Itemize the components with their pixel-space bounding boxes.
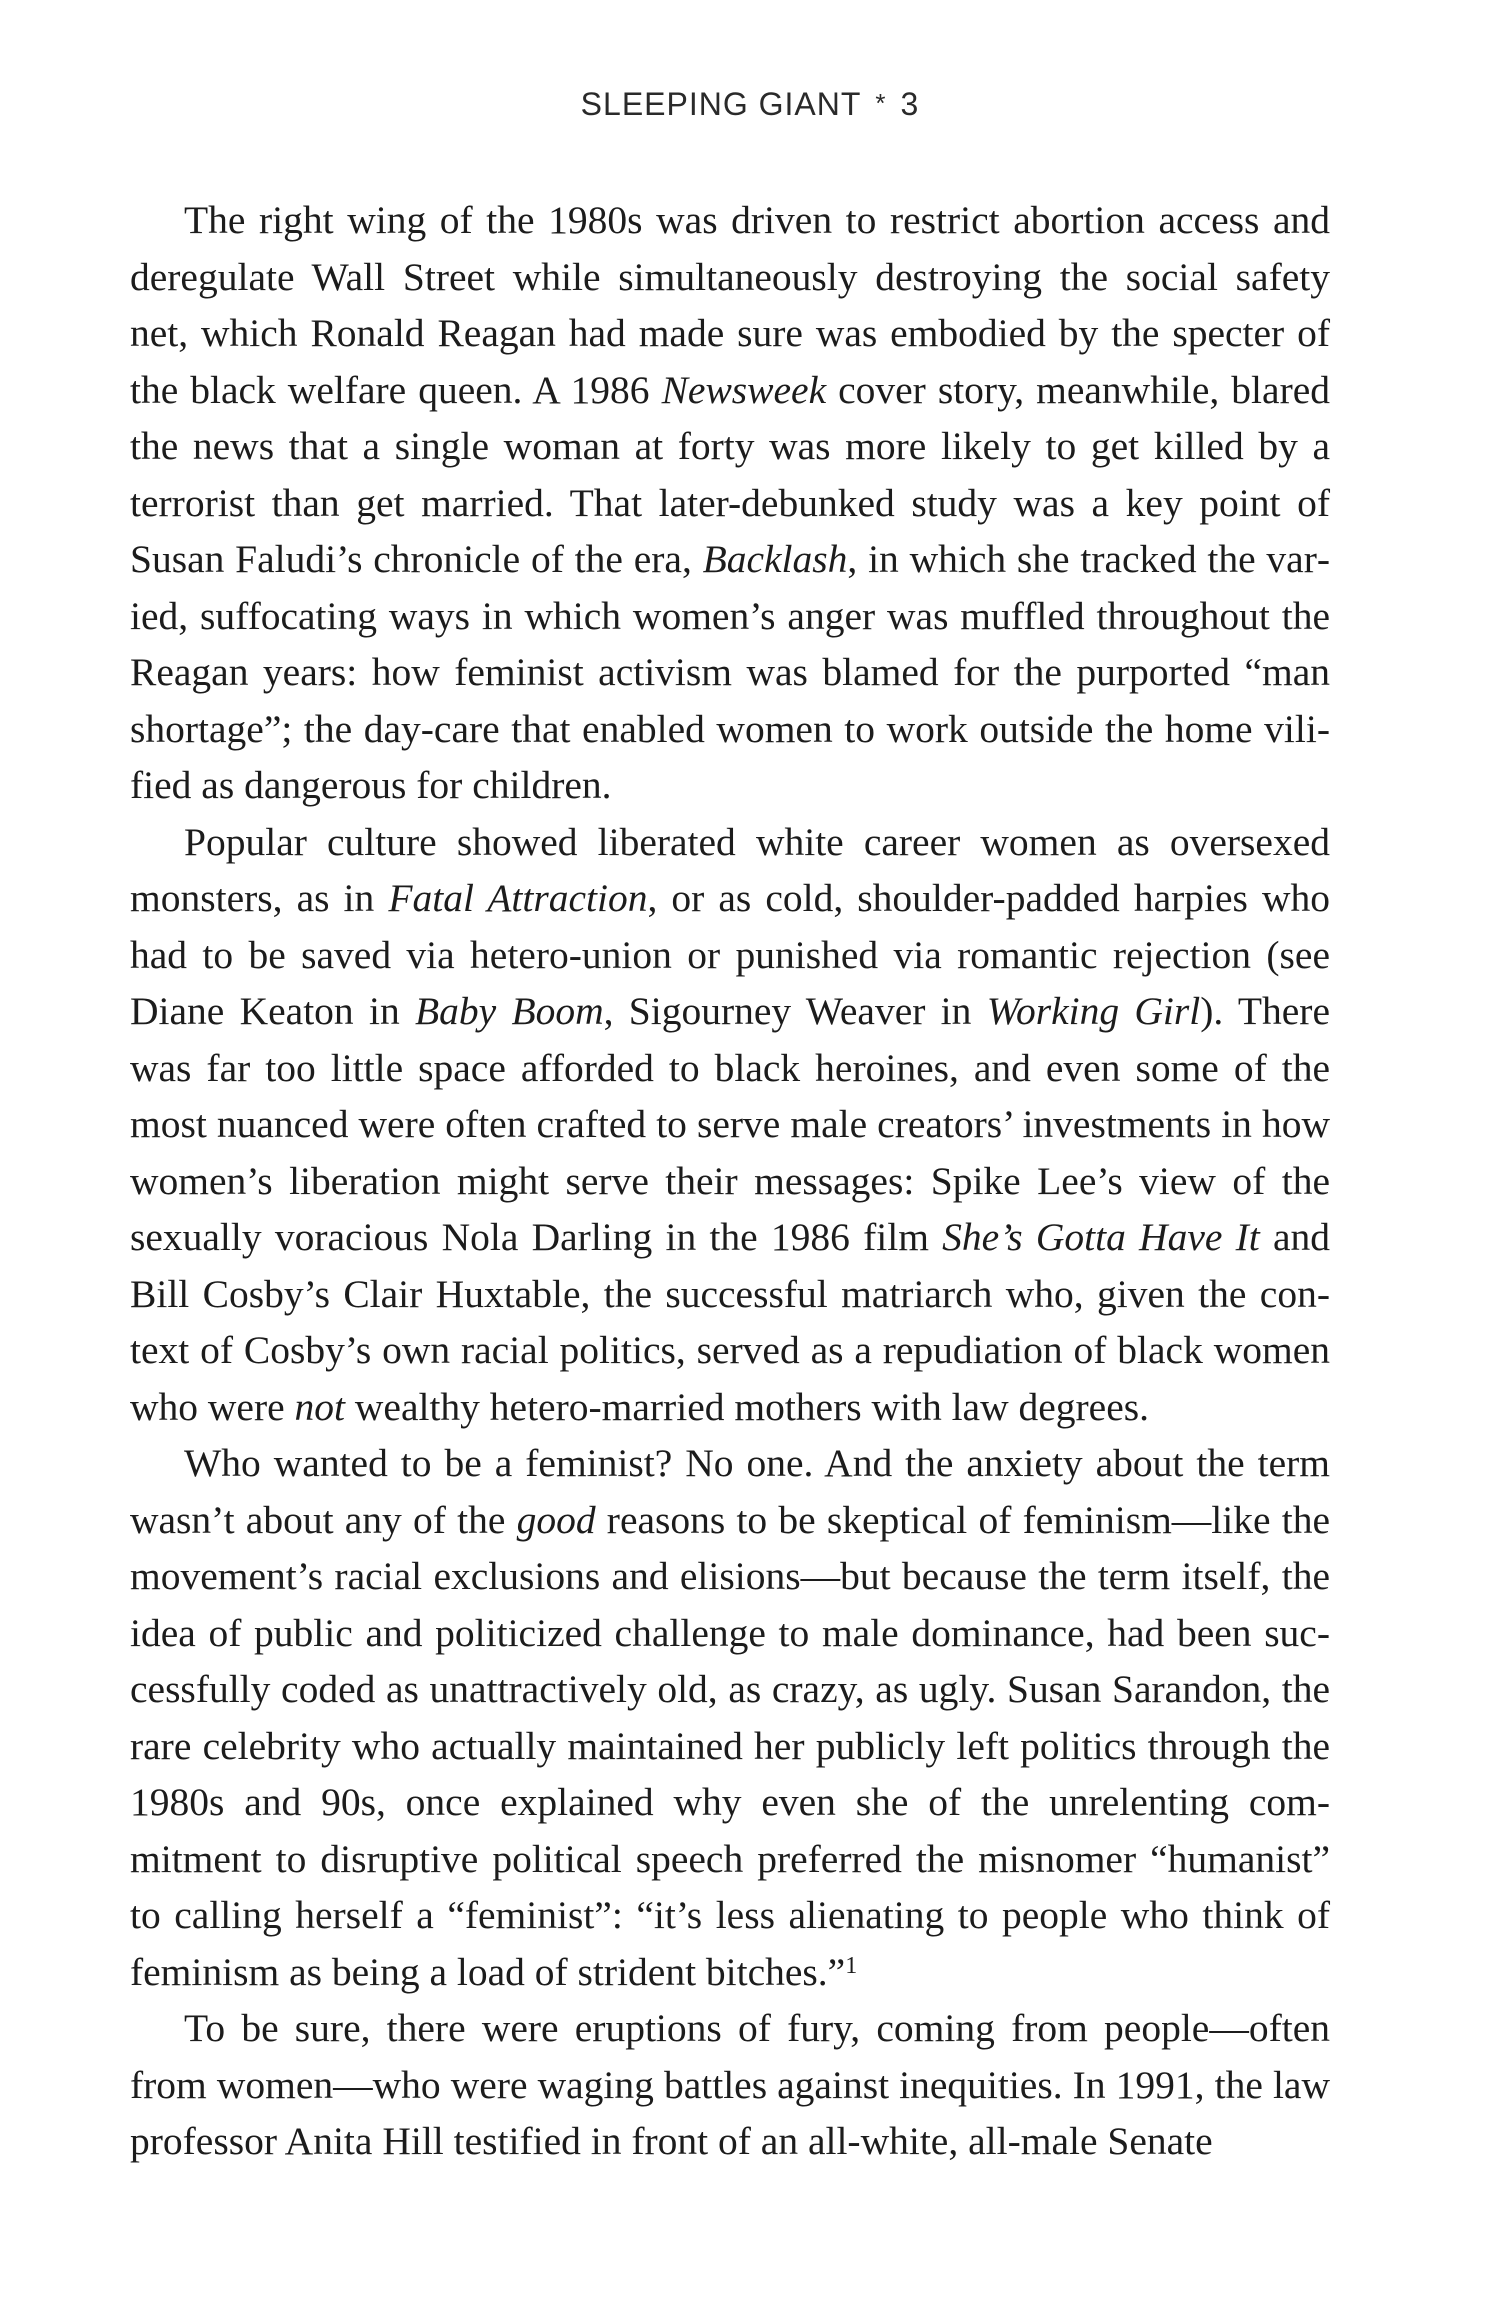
- italic-title: not: [294, 1384, 346, 1429]
- paragraph: [130, 192, 1330, 814]
- page-number: 3: [900, 86, 920, 122]
- text-run: To be sure, there were eruptions of fury, coming from people—often from women—who were waging battles against inequities. In 1991, the law professor Anita Hill testified in front of an all-white, all-male Senate: [130, 2006, 1330, 2163]
- italic-title: Fatal Attraction: [388, 876, 648, 920]
- text-run: The right wing of the 1980s was driven to restrict abortion access and deregulate Wall Street while simultaneously destroying the social safety net, which Ronald Reagan had made sure was embodied by the specter of the black welfare queen. A 1986: [130, 198, 1330, 412]
- separator-star: *: [875, 88, 887, 118]
- italic-title: good: [516, 1497, 596, 1542]
- italic-title: Backlash: [702, 537, 848, 581]
- paragraph: [130, 1435, 1330, 2000]
- text-run: , or as cold, shoulder-padded harpies who had to be saved via hetero-union or punished via romantic rejection (see Diane Keaton in: [130, 876, 1330, 1033]
- paragraph: [130, 814, 1330, 1436]
- italic-title: Working Girl: [986, 989, 1201, 1033]
- italic-title: Baby Boom: [415, 989, 604, 1033]
- running-head: [0, 86, 1500, 123]
- running-title: SLEEPING GIANT: [580, 86, 862, 122]
- text-run: cover story, meanwhile, blared the news that a single woman at forty was more likely to get killed by a terrorist than get married. That later-debunked study was a key point of Susan Faludi’s chronicle of the era,: [130, 367, 1330, 581]
- text-run: reasons to be skeptical of feminism—like the movement’s racial exclusions and elisions—but because the term itself, the idea of public and politicized challenge to male dominance, had been successfully coded as unattractively old, as crazy, as ugly. Susan Sarandon, the rare celebrity who actually maintained her publicly left politics through the 1980s and 90s, once explained why even she of the unrelenting commitment to disruptive political speech preferred the misnomer “humanist” to calling herself a “feminist”: “it’s less alienating to people who think of feminism as being a load of strident bitches.”: [130, 1497, 1330, 1994]
- text-run: Who wanted to be a feminist? No one. And the anxiety about the term wasn’t about any of the: [130, 1441, 1330, 1542]
- footnote-marker: 1: [845, 1952, 858, 1979]
- body-text: [130, 192, 1330, 2170]
- text-run: , in which she tracked the varied, suffocating ways in which women’s anger was muffled throughout the Reagan years: how feminist activism was blamed for the purported “man shortage”; the day-care that enabled women to work outside the home vilified as dangerous for children.: [130, 537, 1330, 807]
- text-run: wealthy hetero-married mothers with law degrees.: [345, 1384, 1149, 1429]
- paragraph: [130, 2000, 1330, 2170]
- text-run: and Bill Cosby’s Clair Huxtable, the successful matriarch who, given the context of Cosby’s own racial politics, served as a repudiation of black women who were: [130, 1215, 1330, 1429]
- italic-title: Newsweek: [661, 367, 827, 412]
- text-run: ). There was far too little space afforded to black heroines, and even some of the most nuanced were often crafted to serve male creators’ investments in how women’s liberation might serve their messages: Spike Lee’s view of the sexually voracious Nola Darling in the 1986 film: [130, 989, 1330, 1259]
- text-run: Popular culture showed liberated white career women as oversexed monsters, as in: [130, 819, 1330, 920]
- italic-title: She’s Gotta Have It: [942, 1215, 1260, 1259]
- text-run: , Sigourney Weaver in: [603, 989, 987, 1033]
